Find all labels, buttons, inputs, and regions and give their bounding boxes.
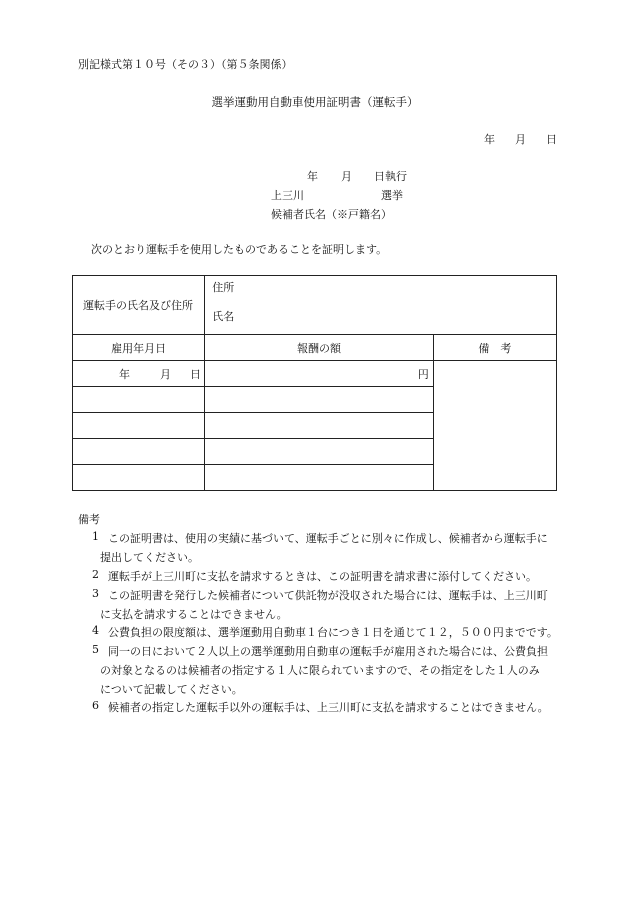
note-text: 運転手が上三川町に支払を請求するときは、この証明書を請求書に添付してください。 bbox=[108, 570, 537, 583]
certificate-table bbox=[72, 275, 557, 491]
address-label: 住所 bbox=[212, 281, 235, 294]
employment-date-cell[interactable] bbox=[73, 439, 205, 465]
remuneration-cell[interactable] bbox=[205, 387, 433, 413]
note-number: 5 bbox=[92, 643, 99, 656]
certification-statement: 次のとおり運転手を使用したものであることを証明します。 bbox=[91, 243, 388, 256]
note-text: この証明書を発行した候補者について供託物が没収された場合には、運転手は、上三川町 bbox=[108, 589, 548, 602]
driver-label-cell bbox=[73, 276, 205, 335]
note-number: 2 bbox=[92, 568, 99, 581]
issue-date-day: 日 bbox=[546, 133, 557, 146]
date-day-label: 日 bbox=[190, 368, 201, 381]
employment-date-cell[interactable] bbox=[73, 465, 205, 491]
driver-name-address-label: 運転手の氏名及び住所 bbox=[83, 299, 193, 312]
note-text-continued: について記載してください。 bbox=[100, 683, 243, 696]
driver-input-cell[interactable] bbox=[205, 276, 557, 335]
table-header-row bbox=[73, 335, 557, 361]
exec-date-day: 日執行 bbox=[374, 170, 407, 183]
issue-date-month: 月 bbox=[515, 133, 526, 146]
election-suffix: 選挙 bbox=[381, 189, 403, 202]
table-row bbox=[73, 361, 557, 387]
employment-date-header: 雇用年月日 bbox=[73, 335, 205, 361]
note-text-continued: の対象となるのは候補者の指定する１人に限られていますので、その指定をした１人のみ bbox=[100, 664, 540, 677]
remuneration-cell[interactable] bbox=[205, 413, 433, 439]
yen-label: 円 bbox=[417, 367, 429, 381]
remarks-header: 備 考 bbox=[433, 335, 556, 361]
note-number: 4 bbox=[92, 624, 99, 637]
date-year-label: 年 bbox=[119, 368, 130, 381]
notes-title: 備考 bbox=[78, 513, 100, 526]
remuneration-cell[interactable] bbox=[205, 465, 433, 491]
note-text-continued: 提出してください。 bbox=[100, 551, 199, 564]
note-text: 公費負担の限度額は、選挙運動用自動車１台につき１日を通じて１２，５００円までです。 bbox=[108, 626, 558, 639]
note-number: 1 bbox=[92, 530, 99, 543]
document-title: 選挙運動用自動車使用証明書（運転手） bbox=[211, 95, 419, 109]
note-text: 同一の日において２人以上の選挙運動用自動車の運転手が雇用された場合には、公費負担 bbox=[108, 645, 548, 658]
exec-date-month: 月 bbox=[341, 170, 352, 183]
note-text: 候補者の指定した運転手以外の運転手は、上三川町に支払を請求することはできません。 bbox=[108, 701, 549, 714]
issue-date-year: 年 bbox=[484, 133, 495, 146]
candidate-name-label: 候補者氏名（※戸籍名） bbox=[271, 208, 392, 221]
date-month-label: 月 bbox=[160, 368, 171, 381]
exec-date-year: 年 bbox=[307, 170, 318, 183]
election-place: 上三川 bbox=[271, 189, 304, 202]
name-label: 氏名 bbox=[212, 310, 235, 323]
note-text-continued: に支払を請求することはできません。 bbox=[100, 608, 288, 621]
execution-date bbox=[307, 168, 407, 184]
employment-date-cell[interactable] bbox=[73, 387, 205, 413]
employment-date-cell[interactable] bbox=[73, 361, 205, 387]
employment-date-cell[interactable] bbox=[73, 413, 205, 439]
remuneration-cell[interactable] bbox=[205, 361, 433, 387]
issue-date bbox=[484, 131, 557, 147]
note-text: この証明書は、使用の実績に基づいて、運転手ごとに別々に作成し、候補者から運転手に bbox=[108, 532, 548, 545]
remuneration-header: 報酬の額 bbox=[205, 335, 433, 361]
remarks-cell[interactable] bbox=[433, 361, 556, 491]
election-name bbox=[271, 187, 403, 203]
note-number: 6 bbox=[92, 699, 99, 712]
form-number: 別記様式第１０号（その３）（第５条関係） bbox=[78, 58, 293, 71]
driver-info-row bbox=[73, 276, 557, 335]
note-number: 3 bbox=[92, 587, 99, 600]
remuneration-cell[interactable] bbox=[205, 439, 433, 465]
